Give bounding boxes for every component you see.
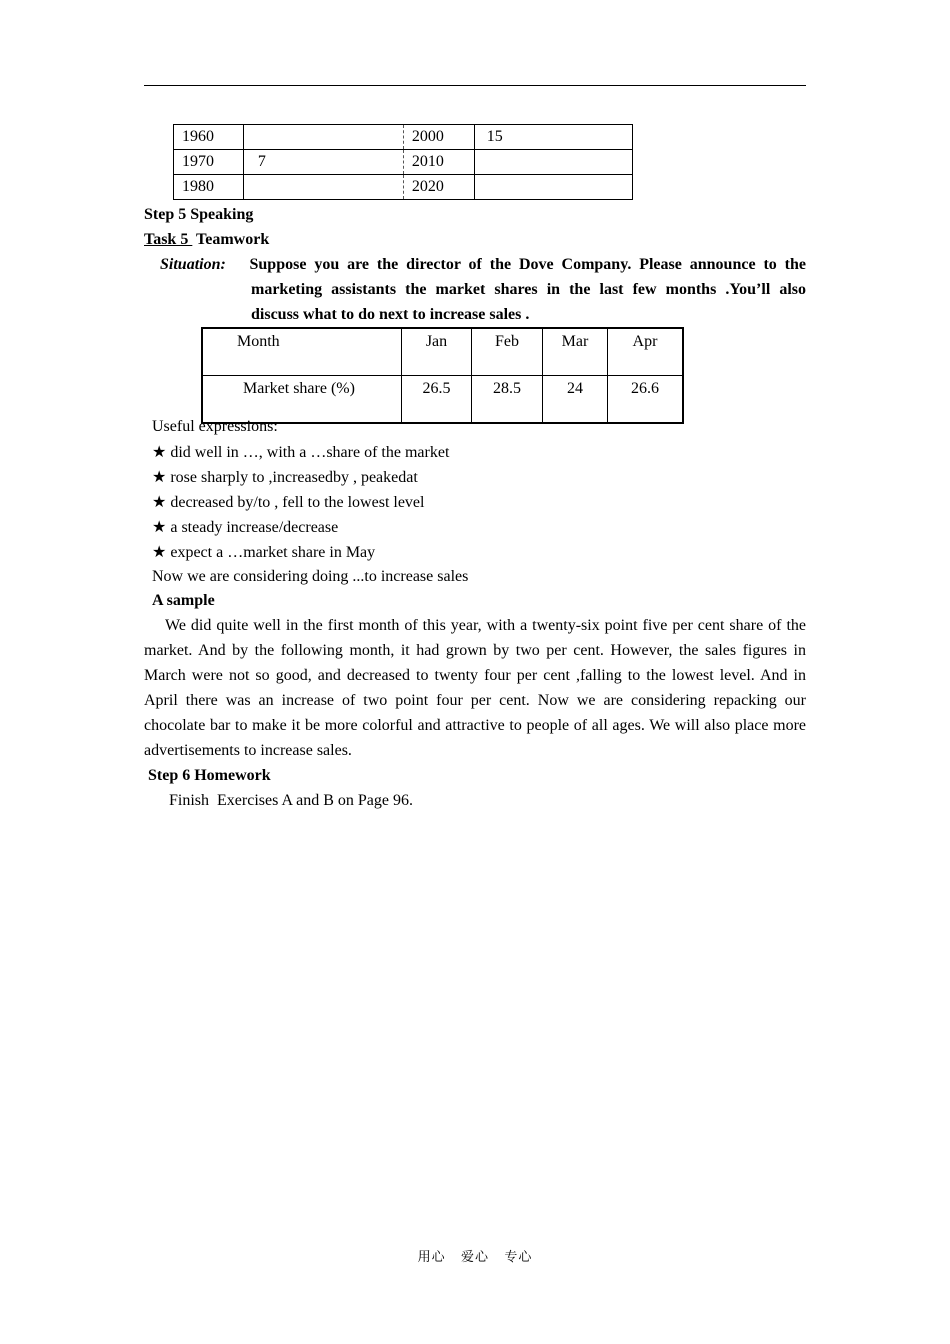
task5-label: Task 5 bbox=[144, 231, 193, 248]
table-cell: 24 bbox=[543, 376, 608, 424]
table-cell: 15 bbox=[474, 125, 632, 150]
month-header: Month bbox=[237, 333, 280, 350]
consider-line: Now we are considering doing ...to increase sales bbox=[152, 568, 469, 585]
table-row bbox=[174, 125, 633, 150]
task5-heading bbox=[144, 227, 269, 252]
expression-text: decreased by/to , fell to the lowest level bbox=[170, 494, 425, 511]
page-footer: 用心 爱心 专心 bbox=[417, 1250, 533, 1265]
table-cell: 28.5 bbox=[472, 376, 543, 424]
useful-expressions-heading: Useful expressions: bbox=[152, 418, 278, 435]
table-cell: 26.5 bbox=[402, 376, 472, 424]
table-header-row bbox=[202, 328, 683, 376]
table-cell: 2000 bbox=[403, 125, 474, 150]
task5-title: Teamwork bbox=[192, 231, 270, 248]
table-header-cell: Apr bbox=[608, 328, 684, 376]
table-cell: 2020 bbox=[403, 175, 474, 200]
table-cell: 1960 bbox=[174, 125, 244, 150]
star-icon: ★ bbox=[152, 467, 167, 486]
table-cell: 1980 bbox=[174, 175, 244, 200]
situation-line-1 bbox=[160, 252, 806, 277]
market-share-label: Market share (%) bbox=[243, 380, 355, 397]
situation-label: Situation: bbox=[160, 256, 226, 273]
list-item bbox=[152, 489, 424, 515]
star-icon: ★ bbox=[152, 442, 167, 461]
sample-text: We did quite well in the first month of this year, with a twenty-six point five per cent share of the market. And by the following month, it had grown by two per cent. However, the sales figures in March were not so good, and decreased to twenty four per cent ,falling to the lowest level. And in April there was an increase of two point four per cent. Now we are considering repacking our chocolate bar to make it be more colorful and attractive to people of all ages. We will also place more advertisements to increase sales. bbox=[144, 617, 806, 759]
sample-heading: A sample bbox=[152, 592, 215, 609]
table-cell bbox=[474, 150, 632, 175]
situation-text-1: Suppose you are the director of the Dove Company. Please announce to the bbox=[249, 256, 806, 273]
homework-text: Finish Exercises A and B on Page 96. bbox=[169, 792, 413, 809]
star-icon: ★ bbox=[152, 517, 167, 536]
situation-paragraph bbox=[160, 252, 806, 327]
list-item bbox=[152, 514, 338, 540]
step6-heading: Step 6 Homework bbox=[148, 767, 271, 784]
table-header-cell: Feb bbox=[472, 328, 543, 376]
situation-line-2: marketing assistants the market shares in the last few months .You’ll also bbox=[251, 281, 806, 298]
table-header-cell: Mar bbox=[543, 328, 608, 376]
table-header-cell bbox=[202, 328, 402, 376]
years-table bbox=[173, 124, 633, 200]
list-item bbox=[152, 439, 449, 465]
list-item bbox=[152, 464, 418, 490]
table-cell: 7 bbox=[243, 150, 403, 175]
expression-text: did well in …, with a …share of the market bbox=[170, 444, 450, 461]
table-cell bbox=[243, 175, 403, 200]
table-cell bbox=[474, 175, 632, 200]
table-cell: 2010 bbox=[403, 150, 474, 175]
list-item bbox=[152, 539, 375, 565]
star-icon: ★ bbox=[152, 492, 167, 511]
expression-text: rose sharply to ,increasedby , peakedat bbox=[170, 469, 418, 486]
table-row bbox=[174, 150, 633, 175]
expression-text: expect a …market share in May bbox=[170, 544, 376, 561]
expression-text: a steady increase/decrease bbox=[170, 519, 339, 536]
table-cell bbox=[243, 125, 403, 150]
table-header-cell: Jan bbox=[402, 328, 472, 376]
market-share-table bbox=[201, 327, 684, 424]
header-rule bbox=[144, 85, 806, 86]
star-icon: ★ bbox=[152, 542, 167, 561]
table-cell: 1970 bbox=[174, 150, 244, 175]
sample-indent bbox=[144, 617, 165, 634]
situation-line-3: discuss what to do next to increase sales . bbox=[251, 306, 530, 323]
step5-heading: Step 5 Speaking bbox=[144, 206, 254, 223]
sample-paragraph bbox=[144, 613, 806, 763]
table-row bbox=[174, 175, 633, 200]
table-cell: 26.6 bbox=[608, 376, 684, 424]
